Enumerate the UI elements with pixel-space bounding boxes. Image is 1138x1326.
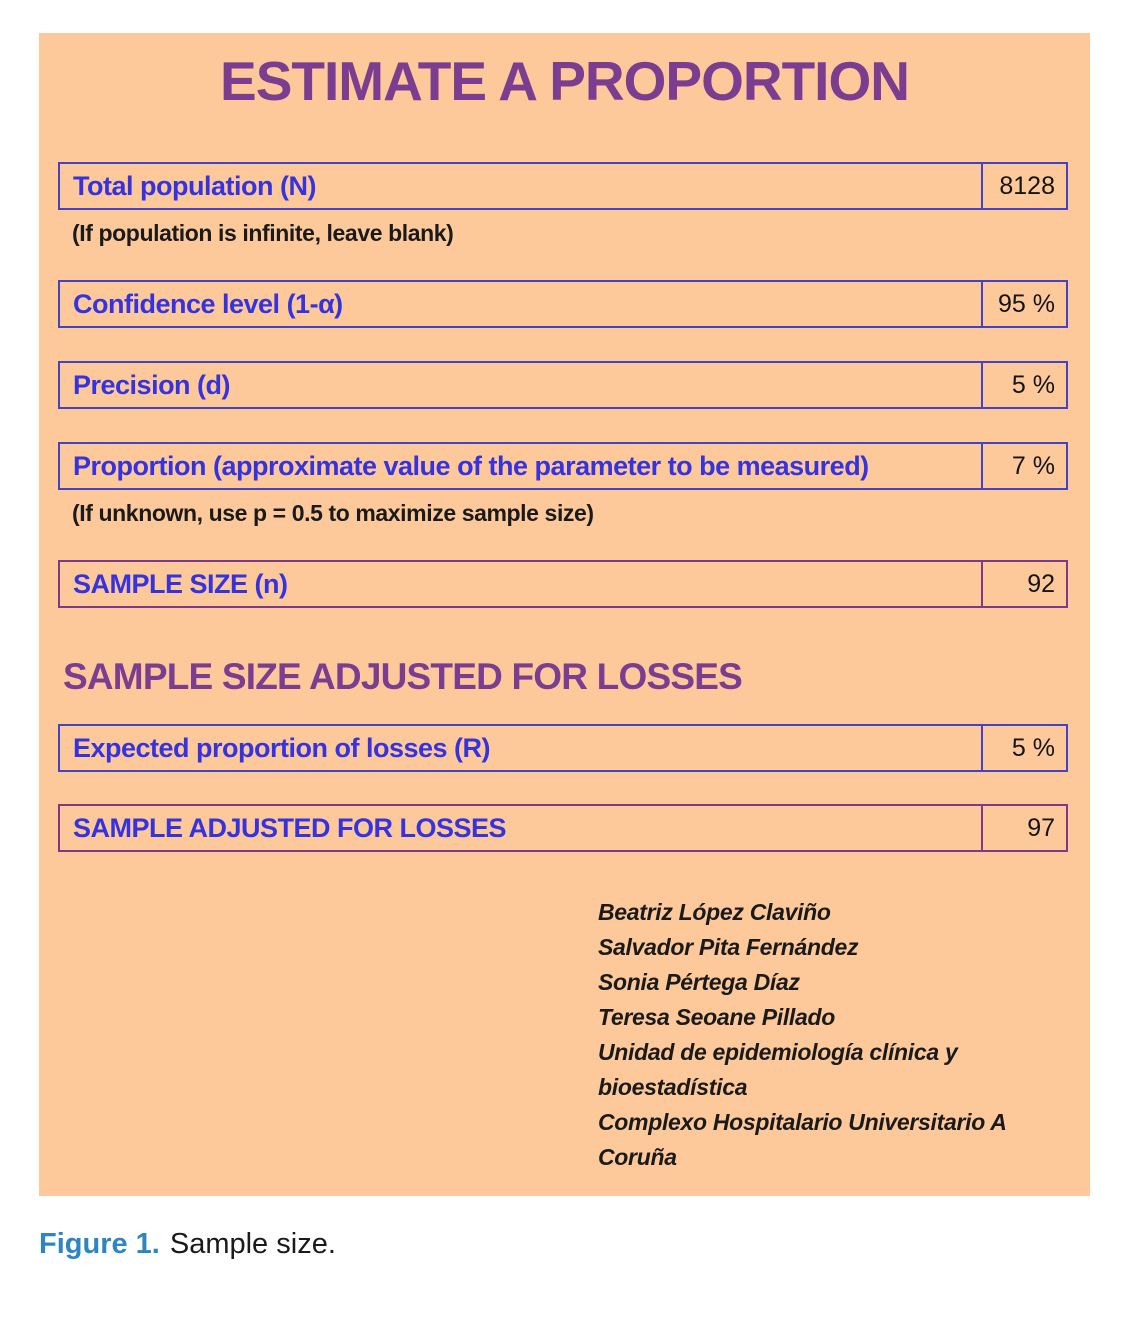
field-row-proportion	[58, 442, 1068, 490]
field-note-proportion: (If unknown, use p = 0.5 to maximize sample size)	[72, 500, 594, 526]
field-row-sample-size	[58, 560, 1068, 608]
field-value-total-population[interactable]: 8128	[981, 164, 1066, 208]
calculator-panel	[39, 33, 1090, 1196]
field-block-precision	[58, 361, 1068, 409]
fields-losses	[39, 724, 1090, 852]
field-value-sample-size: 92	[981, 562, 1066, 606]
field-block-sample-adjusted-for-losses	[58, 804, 1068, 852]
field-label-proportion: Proportion (approximate value of the parameter to be measured)	[73, 450, 869, 481]
credit-line: Complexo Hospitalario Universitario A Coruña	[598, 1109, 1006, 1170]
field-value-expected-losses[interactable]: 5 %	[981, 726, 1066, 770]
field-row-total-population	[58, 162, 1068, 210]
field-block-confidence-level	[58, 280, 1068, 328]
credit-line: Sonia Pértega Díaz	[598, 969, 800, 995]
figure-caption-text: Sample size.	[169, 1228, 336, 1260]
field-value-sample-adjusted-for-losses: 97	[981, 806, 1066, 850]
field-label-total-population: Total population (N)	[73, 170, 316, 201]
fields-top	[39, 162, 1090, 608]
field-block-expected-losses	[58, 724, 1068, 772]
field-label-precision: Precision (d)	[73, 369, 231, 400]
credit-line: Teresa Seoane Pillado	[598, 1004, 836, 1030]
field-label-expected-losses: Expected proportion of losses (R)	[73, 732, 491, 763]
losses-section-heading: SAMPLE SIZE ADJUSTED FOR LOSSES	[63, 656, 742, 697]
figure-caption-label: Figure 1.	[39, 1228, 160, 1260]
field-label-confidence-level: Confidence level (1-α)	[73, 288, 343, 319]
field-note-total-population: (If population is infinite, leave blank)	[72, 220, 454, 246]
field-value-confidence-level[interactable]: 95 %	[981, 282, 1066, 326]
figure-caption	[39, 1228, 336, 1261]
field-block-proportion	[58, 442, 1068, 527]
panel-title: ESTIMATE A PROPORTION	[220, 50, 909, 112]
credits	[598, 895, 1090, 1175]
field-row-expected-losses	[58, 724, 1068, 772]
field-row-sample-adjusted-for-losses	[58, 804, 1068, 852]
field-label-sample-adjusted-for-losses: SAMPLE ADJUSTED FOR LOSSES	[73, 812, 507, 843]
field-block-sample-size	[58, 560, 1068, 608]
field-value-precision[interactable]: 5 %	[981, 363, 1066, 407]
field-block-total-population	[58, 162, 1068, 247]
field-row-confidence-level	[58, 280, 1068, 328]
field-row-precision	[58, 361, 1068, 409]
field-value-proportion[interactable]: 7 %	[981, 444, 1066, 488]
credit-line: Beatriz López Claviño	[598, 899, 831, 925]
field-label-sample-size: SAMPLE SIZE (n)	[73, 568, 288, 599]
credit-line: Salvador Pita Fernández	[598, 934, 859, 960]
credit-line: Unidad de epidemiología clínica y bioestadística	[598, 1039, 958, 1100]
